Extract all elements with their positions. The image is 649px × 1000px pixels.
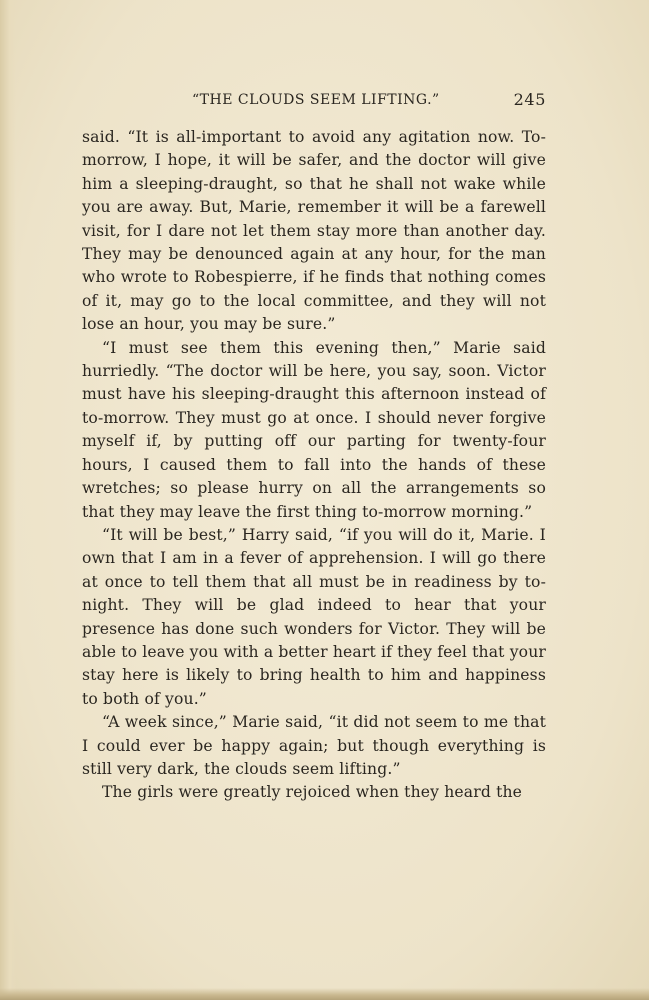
page-spine-shadow bbox=[0, 0, 16, 1000]
page-bottom-edge bbox=[0, 988, 649, 1000]
paragraph: “A week since,” Marie said, “it did not seem to me that I could ever be happy again; but though everything is still very dark, the clouds seem lifting.” bbox=[82, 713, 546, 778]
page-number: 245 bbox=[513, 90, 546, 109]
body-text bbox=[82, 126, 546, 805]
paragraph: said. “It is all-important to avoid any agitation now. To-morrow, I hope, it will be safer, and the doctor will give him a sleeping-draught, so that he shall not wake while you are away. But, Marie, remember it will be a farewell visit, for I dare not let them stay more than another day. They may be denounced again at any hour, for the man who wrote to Robespierre, if he finds that nothing comes of it, may go to the local committee, and they will not lose an hour, you may be sure.” bbox=[82, 128, 546, 334]
page-header bbox=[82, 90, 548, 114]
paragraph: The girls were greatly rejoiced when they heard the bbox=[102, 783, 523, 802]
running-head: “THE CLOUDS SEEM LIFTING.” bbox=[192, 92, 440, 108]
paragraph: “I must see them this evening then,” Marie said hurriedly. “The doctor will be here, you say, soon. Victor must have his sleeping-draught this afternoon instead of to-morrow. They must go at once. I should never forgive myself if, by putting off our parting for twenty-four hours, I caused them to fall into the hands of these wretches; so please hurry on all the arrangements so that they may leave the first thing to-morrow morning.” bbox=[82, 338, 546, 521]
paragraph: “It will be best,” Harry said, “if you will do it, Marie. I own that I am in a fever of apprehension. I will go there at once to tell them that all must be in readiness by to-night. They will be glad indeed to hear that your presence has done such wonders for Victor. They will be able to leave you with a better heart if they feel that your stay here is likely to bring health to him and happiness to both of you.” bbox=[82, 525, 546, 708]
